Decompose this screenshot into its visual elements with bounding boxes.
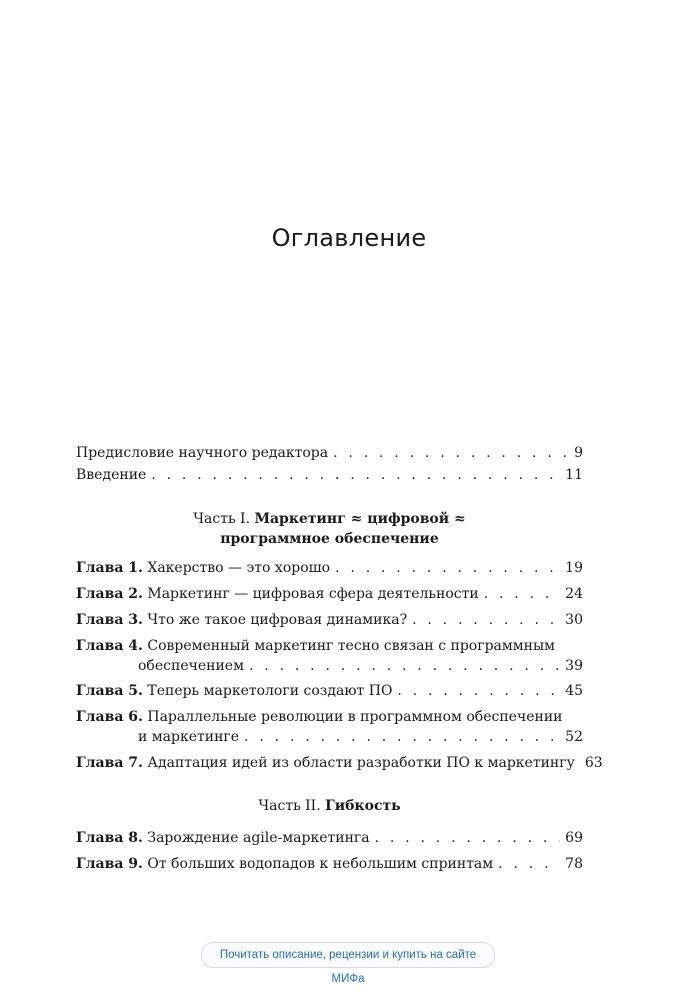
chapter-title: Маркетинг — цифровая сфера деятельности	[147, 586, 479, 602]
chapter-title: Параллельные революции в программном обеспечении	[147, 709, 563, 725]
chapter-title-continued: обеспечением	[138, 658, 244, 674]
part-1-title-line2: программное обеспечение	[220, 531, 439, 547]
toc-entry-foreword	[76, 443, 583, 463]
chapter-label: Глава 1.	[76, 560, 143, 576]
toc-entry-introduction	[76, 465, 583, 485]
chapter-label: Глава 6.	[76, 709, 143, 725]
buy-on-mif-link[interactable]: Почитать описание, рецензии и купить на сайте МИФа	[201, 942, 495, 968]
dot-leader	[375, 828, 561, 848]
dot-leader	[498, 854, 560, 874]
toc-entry-chapter-4	[76, 636, 583, 676]
dot-leader	[244, 727, 560, 747]
chapter-title-continued: и маркетинге	[138, 729, 240, 745]
chapter-title: Зарождение agile-маркетинга	[147, 830, 370, 846]
dot-leader	[151, 465, 560, 485]
dot-leader	[335, 558, 560, 578]
dot-leader	[397, 681, 560, 701]
dot-leader	[484, 584, 560, 604]
entry-title: Предисловие научного редактора	[76, 445, 329, 461]
chapter-title: Хакерство — это хорошо	[147, 560, 331, 576]
chapter-label: Глава 5.	[76, 683, 143, 699]
chapter-page: 30	[565, 612, 583, 628]
page-title: Оглавление	[271, 224, 427, 252]
entry-title: Введение	[76, 467, 147, 483]
toc-entry-chapter-8	[76, 828, 583, 848]
chapter-label: Глава 4.	[76, 638, 143, 654]
chapter-label: Глава 8.	[76, 830, 143, 846]
chapter-page: 78	[565, 856, 583, 872]
dot-leader	[412, 610, 560, 630]
chapter-page: 45	[565, 683, 583, 699]
toc-entry-chapter-2	[76, 584, 583, 604]
chapter-label: Глава 3.	[76, 612, 143, 628]
chapter-label: Глава 2.	[76, 586, 143, 602]
chapter-page: 19	[565, 560, 583, 576]
toc-entry-chapter-5	[76, 681, 583, 701]
chapter-page: 39	[565, 658, 583, 674]
chapter-label: Глава 7.	[76, 755, 143, 771]
entry-page: 9	[574, 445, 583, 461]
chapter-page: 24	[565, 586, 583, 602]
dot-leader	[333, 443, 569, 463]
chapter-title: От больших водопадов к небольшим спринтам	[147, 856, 494, 872]
chapter-title: Современный маркетинг тесно связан с программным	[147, 638, 556, 654]
part-2-title: Гибкость	[325, 798, 401, 814]
chapter-page: 63	[584, 755, 603, 771]
toc-entry-chapter-1	[76, 558, 583, 578]
toc-entry-chapter-9	[76, 854, 583, 874]
part-1-title-line1: Маркетинг ≈ цифровой ≈	[254, 511, 466, 527]
toc-entry-chapter-7	[76, 753, 603, 773]
chapter-title: Что же такое цифровая динамика?	[147, 612, 408, 628]
chapter-title: Теперь маркетологи создают ПО	[147, 683, 393, 699]
entry-page: 11	[565, 467, 583, 483]
part-1-prefix: Часть I.	[193, 511, 251, 527]
part-2-prefix: Часть II.	[258, 798, 321, 814]
chapter-title: Адаптация идей из области разработки ПО к маркетингу	[147, 755, 575, 771]
part-1-heading	[76, 509, 583, 549]
toc-entry-chapter-6	[76, 707, 583, 747]
dot-leader	[249, 656, 560, 676]
chapter-page: 69	[565, 830, 583, 846]
chapter-label: Глава 9.	[76, 856, 143, 872]
chapter-page: 52	[565, 729, 583, 745]
toc-entry-chapter-3	[76, 610, 583, 630]
part-2-heading	[76, 796, 583, 816]
